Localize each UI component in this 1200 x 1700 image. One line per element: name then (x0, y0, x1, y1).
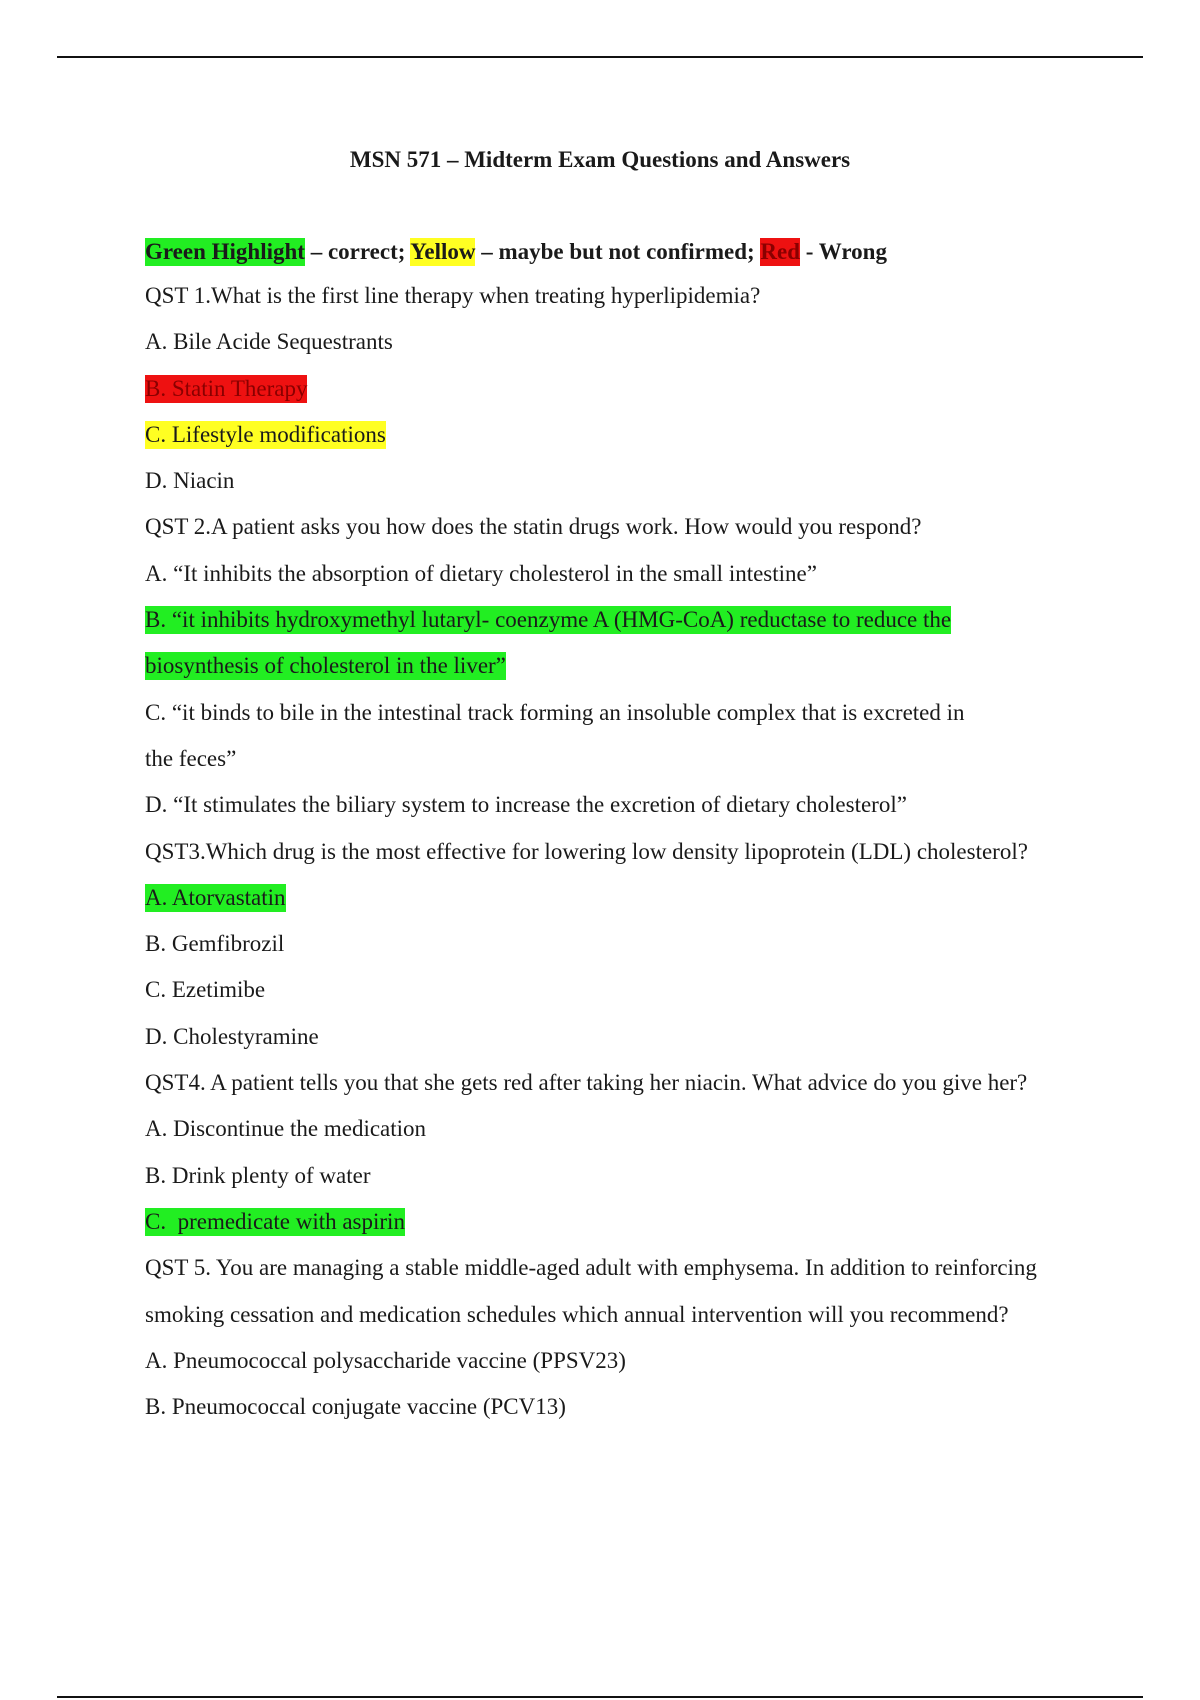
q1-option-d (145, 466, 1105, 512)
q3-option-c-text: C. Ezetimibe (145, 977, 266, 1003)
document-body (145, 237, 1105, 1438)
q3-option-d (145, 1022, 1105, 1068)
q3-option-a (145, 883, 1105, 929)
question-3: QST3.Which drug is the most effective for lowering low density lipoprotein (LDL) cholesterol? (145, 838, 1028, 864)
q5-option-a (145, 1346, 1105, 1392)
highlight-legend (145, 237, 1105, 281)
q3-option-a-text: A. Atorvastatin (145, 884, 286, 910)
legend-red: Red (760, 239, 801, 264)
q2-option-a (145, 559, 1105, 605)
legend-green: Green Highlight (145, 239, 305, 264)
legend-yellow-text: – maybe but not confirmed; (475, 239, 761, 264)
q1-option-a-text: A. Bile Acide Sequestrants (145, 329, 393, 355)
q3-option-b-text: B. Gemfibrozil (145, 931, 285, 957)
question-1: QST 1.What is the first line therapy when treating hyperlipidemia? (145, 283, 761, 308)
q2-option-b-text-1: B. “it inhibits hydroxymethyl lutaryl- coenzyme A (HMG-CoA) reductase to reduce the (145, 607, 952, 633)
q2-option-c-line-2 (145, 744, 1105, 790)
q1-option-d-text: D. Niacin (145, 468, 235, 494)
q2-option-c-text-1: C. “it binds to bile in the intestinal track forming an insoluble complex that is excreted in (145, 699, 965, 725)
question-2: QST 2.A patient asks you how does the statin drugs work. How would you respond? (145, 514, 922, 540)
q5-option-a-text: A. Pneumococcal polysaccharide vaccine (PPSV23) (145, 1347, 626, 1373)
q4-option-a-text: A. Discontinue the medication (145, 1116, 427, 1142)
question-4: QST4. A patient tells you that she gets red after taking her niacin. What advice do you give her? (145, 1070, 1028, 1096)
legend-yellow: Yellow (410, 239, 476, 264)
q5-option-b-text: B. Pneumococcal conjugate vaccine (PCV13) (145, 1394, 566, 1420)
q3-option-d-text: D. Cholestyramine (145, 1023, 319, 1049)
q2-option-b-text-2: biosynthesis of cholesterol in the liver” (145, 653, 506, 679)
q4-option-b-text: B. Drink plenty of water (145, 1162, 371, 1188)
q1-option-b-text: B. Statin Therapy (145, 375, 308, 401)
header-rule (57, 56, 1143, 58)
question-5-line-1: QST 5. You are managing a stable middle-aged adult with emphysema. In addition to reinforcing (145, 1255, 1037, 1281)
q4-option-b (145, 1161, 1105, 1207)
q1-option-c-text: C. Lifestyle modifications (145, 421, 386, 447)
question-5-line-2: smoking cessation and medication schedules which annual intervention will you recommend? (145, 1301, 1009, 1327)
q2-option-d (145, 790, 1105, 836)
q2-option-a-text: A. “It inhibits the absorption of dietary cholesterol in the small intestine” (145, 560, 817, 586)
legend-green-text: – correct; (304, 239, 411, 264)
q2-option-c-line-1 (145, 698, 1105, 744)
q1-option-a (145, 327, 1105, 373)
document-title: MSN 571 – Midterm Exam Questions and Answers (349, 147, 851, 172)
q1-option-c (145, 420, 1105, 466)
legend-red-text: - Wrong (800, 239, 887, 264)
q2-option-d-text: D. “It stimulates the biliary system to increase the excretion of dietary cholesterol” (145, 792, 907, 818)
q4-option-c-text: C. premedicate with aspirin (145, 1208, 405, 1234)
q3-option-b (145, 929, 1105, 975)
q4-option-a (145, 1114, 1105, 1160)
q3-option-c (145, 975, 1105, 1021)
q2-option-c-text-2: the feces” (145, 745, 237, 771)
q4-option-c (145, 1207, 1105, 1253)
q2-option-b-line-1 (145, 605, 1105, 651)
footer-rule (57, 1696, 1143, 1698)
q5-option-b (145, 1392, 1105, 1438)
q1-option-b (145, 374, 1105, 420)
q2-option-b-line-2 (145, 651, 1105, 697)
